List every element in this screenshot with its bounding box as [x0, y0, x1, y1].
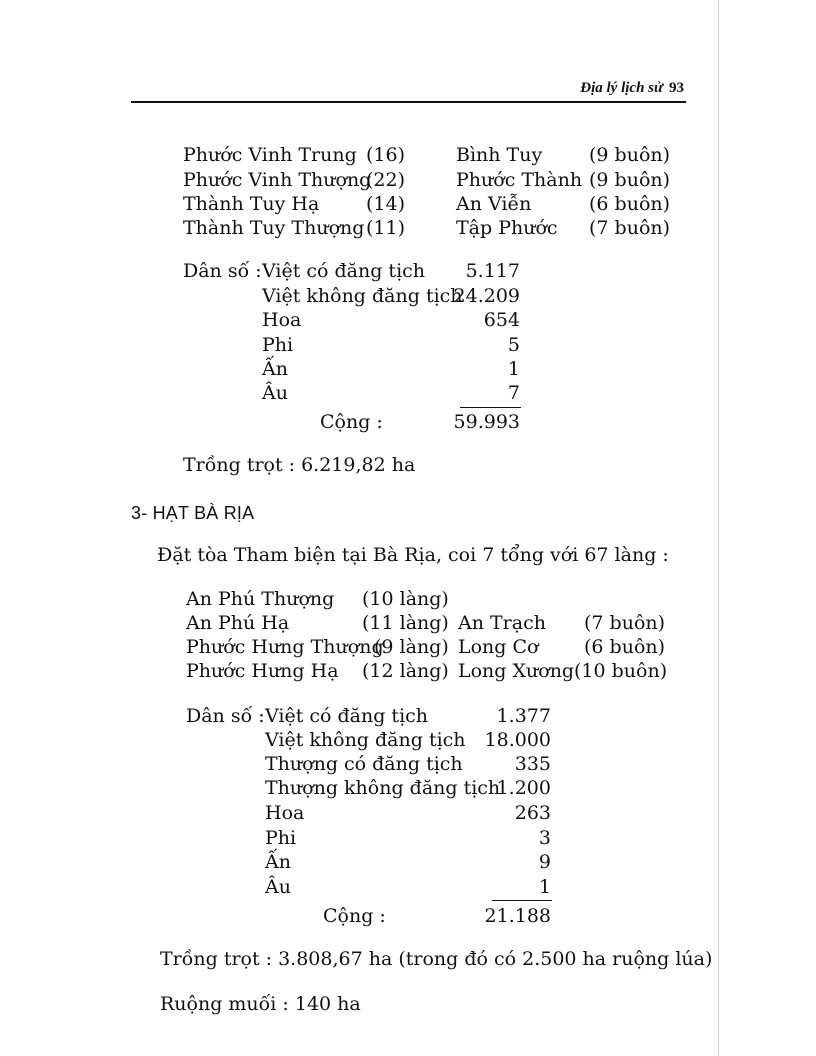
population-value: 1.200: [496, 777, 551, 799]
list-item-count: (16): [366, 144, 406, 166]
list-item-count: (9 buôn): [589, 144, 671, 166]
section-intro: Đặt tòa Tham biện tại Bà Rịa, coi 7 tổng với 67 làng :: [157, 544, 669, 566]
population-value: 3: [538, 827, 551, 849]
list-item-count: (11 làng): [362, 612, 449, 634]
list-item: Thành Tuy Thượng: [183, 217, 365, 239]
list-item: An Phú Hạ: [186, 612, 290, 634]
population-category: Ấn: [262, 358, 288, 380]
total-label: Cộng :: [320, 411, 383, 433]
population-value: 24.209: [453, 285, 520, 307]
population-category: Hoa: [265, 802, 305, 824]
list-item-count: (9 buôn): [589, 169, 671, 191]
list-item: An Trạch: [458, 612, 546, 634]
list-item: An Phú Thượng: [186, 588, 335, 610]
population-category: Thượng có đăng tịch: [265, 753, 463, 775]
population-category: Âu: [265, 876, 291, 898]
list-item: Long Xương: [458, 660, 575, 682]
section-heading: 3- HẠT BÀ RỊA: [131, 503, 255, 523]
population-category: Ấn: [265, 851, 291, 873]
list-item-count: (11): [366, 217, 406, 239]
population-value: 654: [483, 309, 520, 331]
population-value: 5: [507, 334, 520, 356]
list-item: Phước Hưng Thượng: [186, 636, 384, 658]
list-item-count: (22): [366, 169, 406, 191]
sum-rule: [460, 407, 521, 408]
list-item: Phước Vinh Thượng: [183, 169, 372, 191]
population-label: Dân số :: [183, 260, 262, 282]
population-category: Phi: [262, 334, 294, 356]
population-value: 5.117: [465, 260, 520, 282]
population-category: Âu: [262, 382, 288, 404]
cultivation-line: Trồng trọt : 3.808,67 ha (trong đó có 2.500 ha ruộng lúa): [160, 948, 713, 970]
list-item-count: (10 buôn): [574, 660, 668, 682]
population-category: Phi: [265, 827, 297, 849]
cultivation-line: Trồng trọt : 6.219,82 ha: [183, 454, 416, 476]
population-value: 7: [507, 382, 520, 404]
running-header: [580, 80, 684, 97]
population-category: Việt không đăng tịch: [265, 729, 466, 751]
list-item: Phước Vinh Trung: [183, 144, 357, 166]
list-item-count: (7 buôn): [589, 217, 671, 239]
population-category: Việt không đăng tịch: [262, 285, 463, 307]
list-item: Phước Thành: [456, 169, 583, 191]
population-value: 1.377: [496, 705, 551, 727]
sum-rule: [492, 900, 552, 901]
population-value: 9: [538, 851, 551, 873]
population-category: Hoa: [262, 309, 302, 331]
population-category: Thượng không đăng tịch: [265, 777, 501, 799]
list-item: Tập Phước: [456, 217, 558, 239]
population-value: 1: [538, 876, 551, 898]
list-item-count: (14): [366, 193, 406, 215]
list-item-count: (9 làng): [374, 636, 449, 658]
population-label: Dân số :: [186, 705, 265, 727]
population-category: Việt có đăng tịch: [265, 705, 429, 727]
list-item-count: (6 buôn): [589, 193, 671, 215]
total-label: Cộng :: [323, 905, 386, 927]
header-rule: [131, 101, 686, 103]
page-edge-line: [718, 0, 719, 1056]
population-value: 335: [514, 753, 551, 775]
population-value: 1: [507, 358, 520, 380]
list-item: Long Cơ: [458, 636, 539, 658]
page-number: 93: [669, 80, 684, 96]
list-item-count: (12 làng): [362, 660, 449, 682]
header-title: Địa lý lịch sử: [580, 80, 663, 96]
list-item: Thành Tuy Hạ: [183, 193, 320, 215]
total-value: 59.993: [453, 411, 520, 433]
list-item-count: (10 làng): [362, 588, 449, 610]
population-value: 18.000: [484, 729, 551, 751]
total-value: 21.188: [484, 905, 551, 927]
list-item: Bình Tuy: [456, 144, 543, 166]
population-category: Việt có đăng tịch: [262, 260, 426, 282]
list-item: An Viễn: [456, 193, 532, 215]
list-item-count: (7 buôn): [584, 612, 666, 634]
list-item-count: (6 buôn): [584, 636, 666, 658]
population-value: 263: [514, 802, 551, 824]
list-item: Phước Hưng Hạ: [186, 660, 339, 682]
salt-field-line: Ruộng muối : 140 ha: [160, 993, 361, 1015]
